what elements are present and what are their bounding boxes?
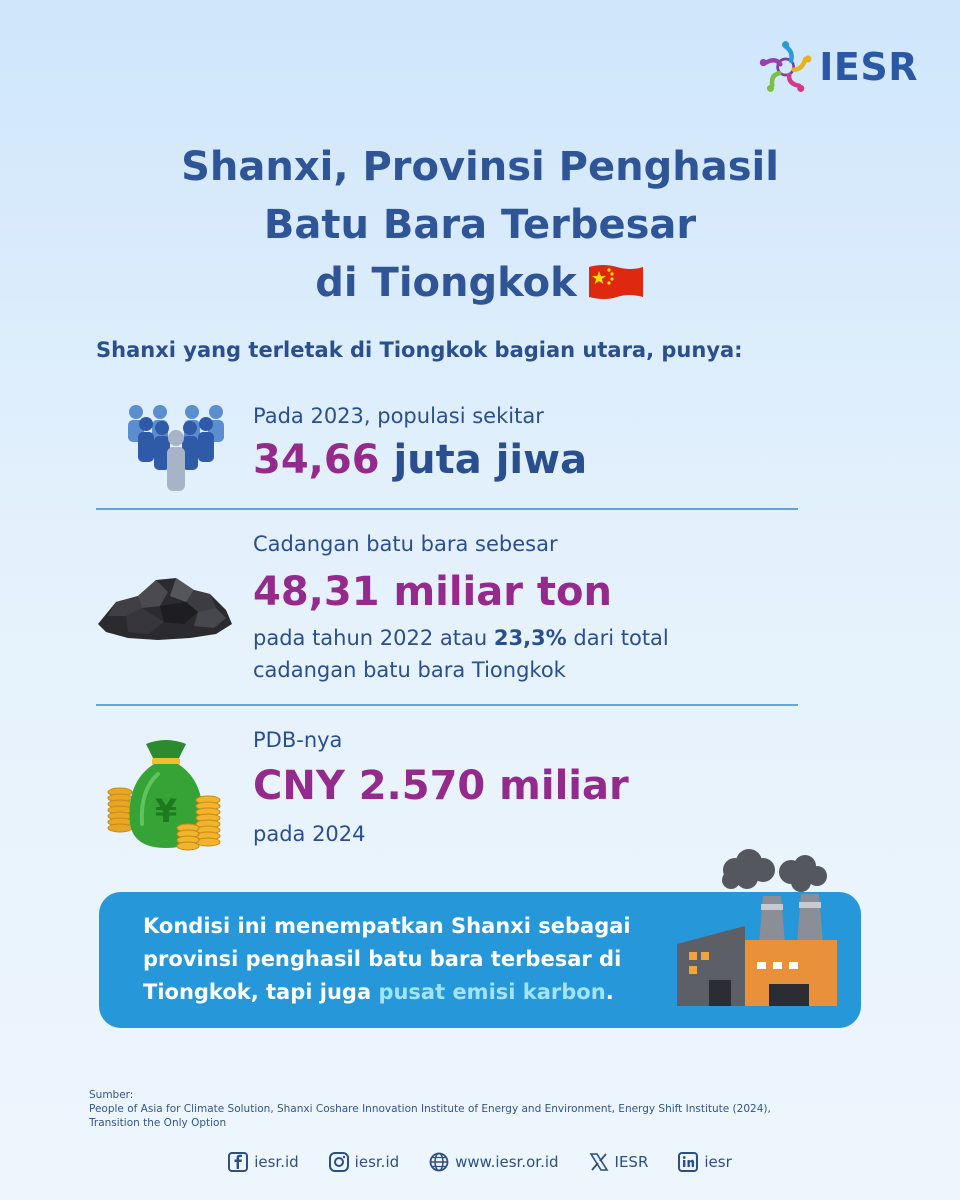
svg-text:¥: ¥ xyxy=(154,792,178,830)
stat-coal-reserves xyxy=(96,528,798,688)
coal-value: 48,31 miliar ton xyxy=(253,569,612,615)
iesr-logo xyxy=(758,34,918,100)
callout-line-3 xyxy=(143,976,663,1009)
social-footer xyxy=(0,1148,960,1176)
footer-instagram-label: iesr.id xyxy=(354,1153,400,1171)
coal-detail-line-2: cadangan batu bara Tiongkok xyxy=(253,658,566,682)
linkedin-icon xyxy=(678,1152,698,1172)
callout-highlight: pusat emisi karbon xyxy=(378,980,606,1004)
x-icon xyxy=(589,1152,609,1172)
footer-x[interactable] xyxy=(589,1152,649,1172)
source-line-1: People of Asia for Climate Solution, Shanxi Coshare Innovation Institute of Energy and Environment, Energy Shift Institute (2024), xyxy=(89,1103,771,1115)
footer-website[interactable] xyxy=(429,1152,558,1172)
title-line-2: Batu Bara Terbesar xyxy=(263,202,697,248)
callout-text xyxy=(143,910,663,1009)
footer-facebook[interactable] xyxy=(228,1152,298,1172)
footer-website-label: www.iesr.or.id xyxy=(455,1153,559,1171)
coal-icon xyxy=(98,572,234,642)
gdp-value: CNY 2.570 miliar xyxy=(253,763,629,809)
stat-population xyxy=(96,398,798,498)
intro-text: Shanxi yang terletak di Tiongkok bagian utara, punya: xyxy=(96,338,743,362)
footer-x-label: IESR xyxy=(614,1153,649,1171)
title-line-3 xyxy=(80,254,880,312)
population-value: 34,66 xyxy=(253,437,380,483)
footer-instagram[interactable] xyxy=(329,1152,399,1172)
coal-lead: Cadangan batu bara sebesar xyxy=(253,532,558,556)
callout-line-3-text: Tiongkok, tapi juga xyxy=(143,980,379,1004)
source-line-2: Transition the Only Option xyxy=(89,1117,227,1129)
source-note xyxy=(89,1088,909,1130)
coal-detail-text-a: pada tahun 2022 atau xyxy=(253,626,494,650)
stat-gdp xyxy=(96,724,798,864)
instagram-icon xyxy=(329,1152,349,1172)
iesr-logo-icon xyxy=(758,36,813,98)
coal-share: 23,3% xyxy=(493,626,567,650)
coal-detail xyxy=(253,622,798,686)
money-bag-icon xyxy=(106,734,226,854)
gdp-lead: PDB-nya xyxy=(253,728,343,752)
page-title xyxy=(80,138,880,312)
factory-icon xyxy=(675,848,845,1008)
facebook-icon xyxy=(228,1152,248,1172)
callout-line-2: provinsi penghasil batu bara terbesar di xyxy=(143,947,622,971)
callout-line-3-end: . xyxy=(605,980,614,1004)
divider-2 xyxy=(96,704,798,706)
gdp-year: pada 2024 xyxy=(253,822,366,846)
footer-facebook-label: iesr.id xyxy=(254,1153,299,1171)
people-icon xyxy=(124,402,228,492)
coal-detail-text-b: dari total xyxy=(566,626,669,650)
population-lead: Pada 2023, populasi sekitar xyxy=(253,404,544,428)
brand-name: IESR xyxy=(819,45,918,89)
population-unit: juta jiwa xyxy=(393,437,588,483)
population-value-line xyxy=(253,434,798,486)
china-flag-icon xyxy=(587,261,645,301)
title-line-3-text: di Tiongkok xyxy=(315,260,577,306)
title-line-1: Shanxi, Provinsi Penghasil xyxy=(181,144,779,190)
footer-linkedin[interactable] xyxy=(678,1152,731,1172)
source-label: Sumber: xyxy=(89,1089,134,1101)
callout-line-1: Kondisi ini menempatkan Shanxi sebagai xyxy=(143,914,631,938)
globe-icon xyxy=(429,1152,449,1172)
footer-linkedin-label: iesr xyxy=(704,1153,732,1171)
coal-detail-line-1 xyxy=(253,622,798,654)
divider-1 xyxy=(96,508,798,510)
